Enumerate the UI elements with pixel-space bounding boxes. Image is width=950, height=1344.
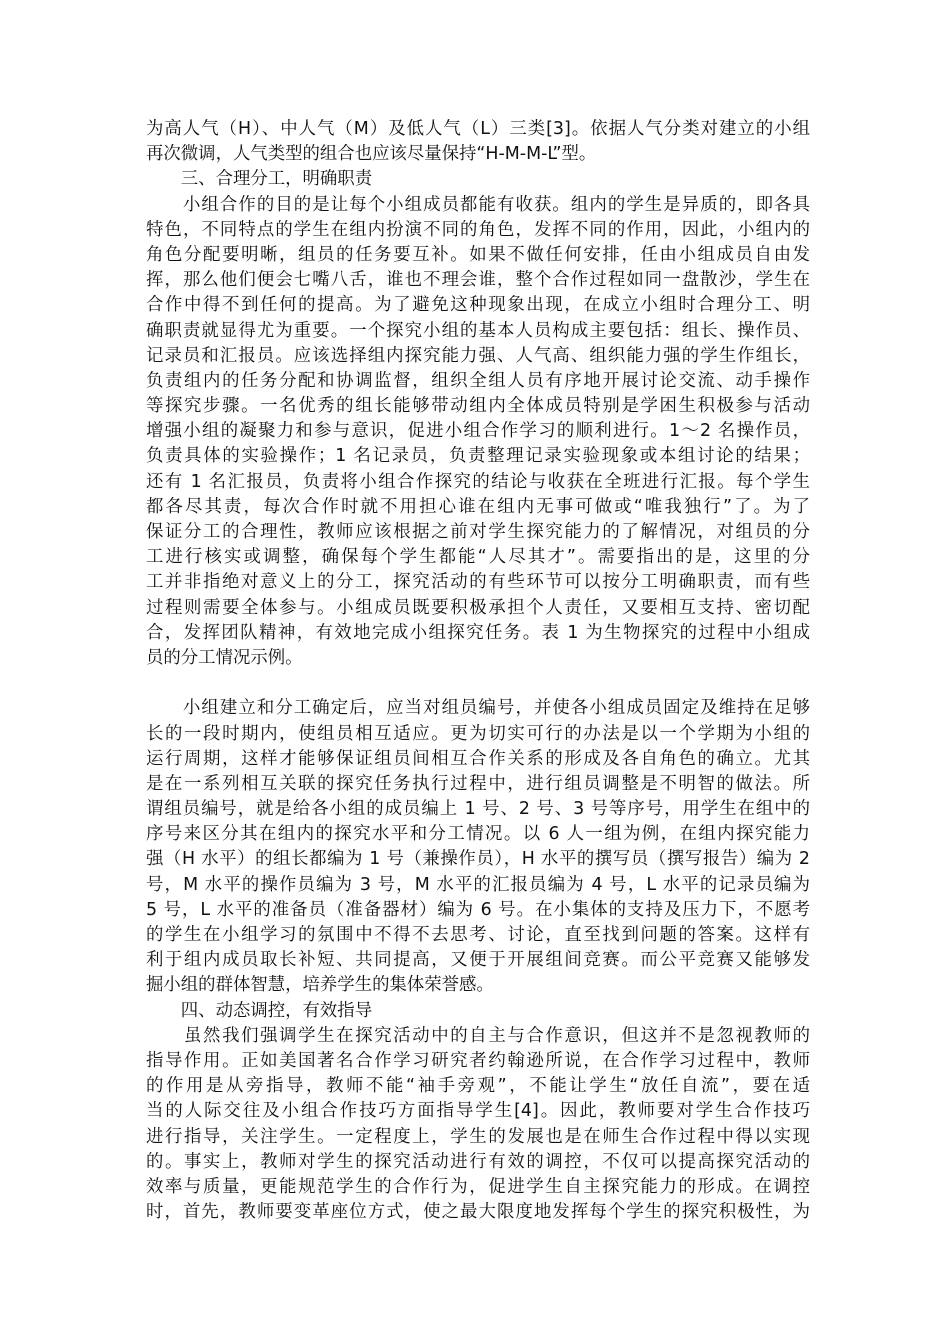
text-line: 保证分工的合理性，教师应该根据之前对学生探究能力的了解情况，对组员的分 [146, 522, 810, 542]
text-line: 的学生在小组学习的氛围中不得不去思考、讨论，直至找到问题的答案。这样有 [146, 925, 810, 945]
document-body [146, 117, 810, 1225]
text-line: 进行指导，关注学生。一定程度上，学生的发展也是在师生合作过程中得以实现 [146, 1126, 810, 1147]
paragraph-popularity-categories [146, 117, 810, 167]
text-line: 合作中得不到任何的提高。为了避免这种现象出现，在成立小组时合理分工、明 [146, 295, 810, 316]
text-line: 挥，那么他们便会七嘴八舌，谁也不理会谁，整个合作过程如同一盘散沙，学生在 [146, 270, 810, 291]
text-line: 确职责就显得尤为重要。一个探究小组的基本人员构成主要包括：组长、操作员、 [146, 320, 810, 341]
section-heading-4 [146, 999, 810, 1024]
text-line: 是在一系列相互关联的探究任务执行过程中，进行组员调整是不明智的做法。所 [146, 773, 810, 794]
text-line: 还有 1 名汇报员，负责将小组合作探究的结论与收获在全班进行汇报。每个学生 [146, 471, 810, 492]
text-line: 的。事实上，教师对学生的探究活动进行有效的调控，不仅可以提高探究活动的 [146, 1151, 810, 1172]
text-line: 虽然我们强调学生在探究活动中的自主与合作意识，但这并不是忽视教师的 [146, 1025, 810, 1046]
paragraph-member-numbering [146, 696, 810, 998]
text-line: 强（H 水平）的组长都编为 1 号（兼操作员），H 水平的撰写员（撰写报告）编为 2 [146, 849, 810, 870]
text-line: 运行周期，这样才能够保证组员间相互合作关系的形成及各自角色的确立。尤其 [146, 748, 810, 769]
text-line: 效率与质量，更能规范学生的合作行为，促进学生自主探究能力的形成。在调控 [146, 1176, 810, 1197]
text-line: 长的一段时期内，使组员相互适应。更为切实可行的办法是以一个学期为小组的 [146, 723, 810, 744]
text-line: 负责具体的实验操作；1 名记录员，负责整理记录实验现象或本组讨论的结果； [146, 446, 810, 467]
text-line: 利于组内成员取长补短、共同提高，又便于开展组间竞赛。而公平竞赛又能够发 [146, 950, 810, 971]
text-line: 号，M 水平的操作员编为 3 号，M 水平的汇报员编为 4 号，L 水平的记录员编为 [146, 874, 810, 895]
text-line: 时，首先，教师要变革座位方式，使之最大限度地发挥每个学生的探究积极性，为 [146, 1202, 810, 1223]
text-line: 当的人际交往及小组合作技巧方面指导学生[4]。因此，教师要对学生合作技巧 [146, 1101, 810, 1122]
text-line: 5 号，L 水平的准备员（准备器材）编为 6 号。在小集体的支持及压力下，不愿考 [146, 899, 810, 920]
text-line: 等探究步骤。一名优秀的组长能够带动组内全体成员特别是学困生积极参与活动 [146, 396, 810, 417]
text-line: 负责组内的任务分配和协调监督，组织全组人员有序地开展讨论交流、动手操作 [146, 370, 810, 391]
text-line: 工进行核实或调整，确保每个学生都能“人尽其才”。需要指出的是，这里的分 [146, 547, 810, 568]
text-line: 员的分工情况示例。 [146, 647, 303, 668]
text-line: 掘小组的群体智慧，培养学生的集体荣誉感。 [146, 975, 494, 996]
text-line: 过程则需要全体参与。小组成员既要积极承担个人责任，又要相互支持、密切配 [146, 597, 810, 618]
text-line: 记录员和汇报员。应该选择组内探究能力强、人气高、组织能力强的学生作组长， [146, 345, 810, 366]
text-line: 合，发挥团队精神，有效地完成小组探究任务。表 1 为生物探究的过程中小组成 [146, 622, 810, 643]
text-line: 为高人气（H）、中人气（M）及低人气（L）三类[3]。依据人气分类对建立的小组 [146, 119, 810, 139]
text-line: 都各尽其责，每次合作时就不用担心谁在组内无事可做或“唯我独行”了。为了 [146, 496, 810, 517]
text-line: 增强小组的凝聚力和参与意识，促进小组合作学习的顺利进行。1～2 名操作员， [146, 421, 810, 442]
paragraph-teacher-guidance [146, 1024, 810, 1226]
section-heading-text: 四、动态调控，有效指导 [146, 1000, 373, 1021]
text-line: 小组合作的目的是让每个小组成员都能有收获。组内的学生是异质的，即各具 [146, 194, 810, 215]
text-line: 角色分配要明晰，组员的任务要互补。如果不做任何安排，任由小组成员自由发 [146, 244, 810, 265]
text-line: 谓组员编号，就是给各小组的成员编上 1 号、2 号、3 号等序号，用学生在组中的 [146, 799, 810, 820]
text-line: 再次微调，人气类型的组合也应该尽量保持“H-M-M-L”型。 [146, 144, 597, 165]
text-line: 序号来区分其在组内的探究水平和分工情况。以 6 人一组为例，在组内探究能力 [146, 824, 810, 845]
section-heading-3 [146, 167, 810, 192]
text-line: 特色，不同特点的学生在组内扮演不同的角色，发挥不同的作用，因此，小组内的 [146, 219, 810, 240]
text-line: 的作用是从旁指导，教师不能“袖手旁观”，不能让学生“放任自流”，要在适 [146, 1076, 810, 1097]
text-line: 工并非指绝对意义上的分工，探究活动的有些环节可以按分工明确职责，而有些 [146, 572, 810, 593]
section-heading-text: 三、合理分工，明确职责 [146, 169, 373, 190]
blank-line [146, 671, 810, 696]
text-line: 指导作用。正如美国著名合作学习研究者约翰逊所说，在合作学习过程中，教师 [146, 1050, 810, 1071]
paragraph-division-of-labor [146, 193, 810, 672]
text-line: 小组建立和分工确定后，应当对组员编号，并使各小组成员固定及维持在足够 [146, 698, 810, 719]
